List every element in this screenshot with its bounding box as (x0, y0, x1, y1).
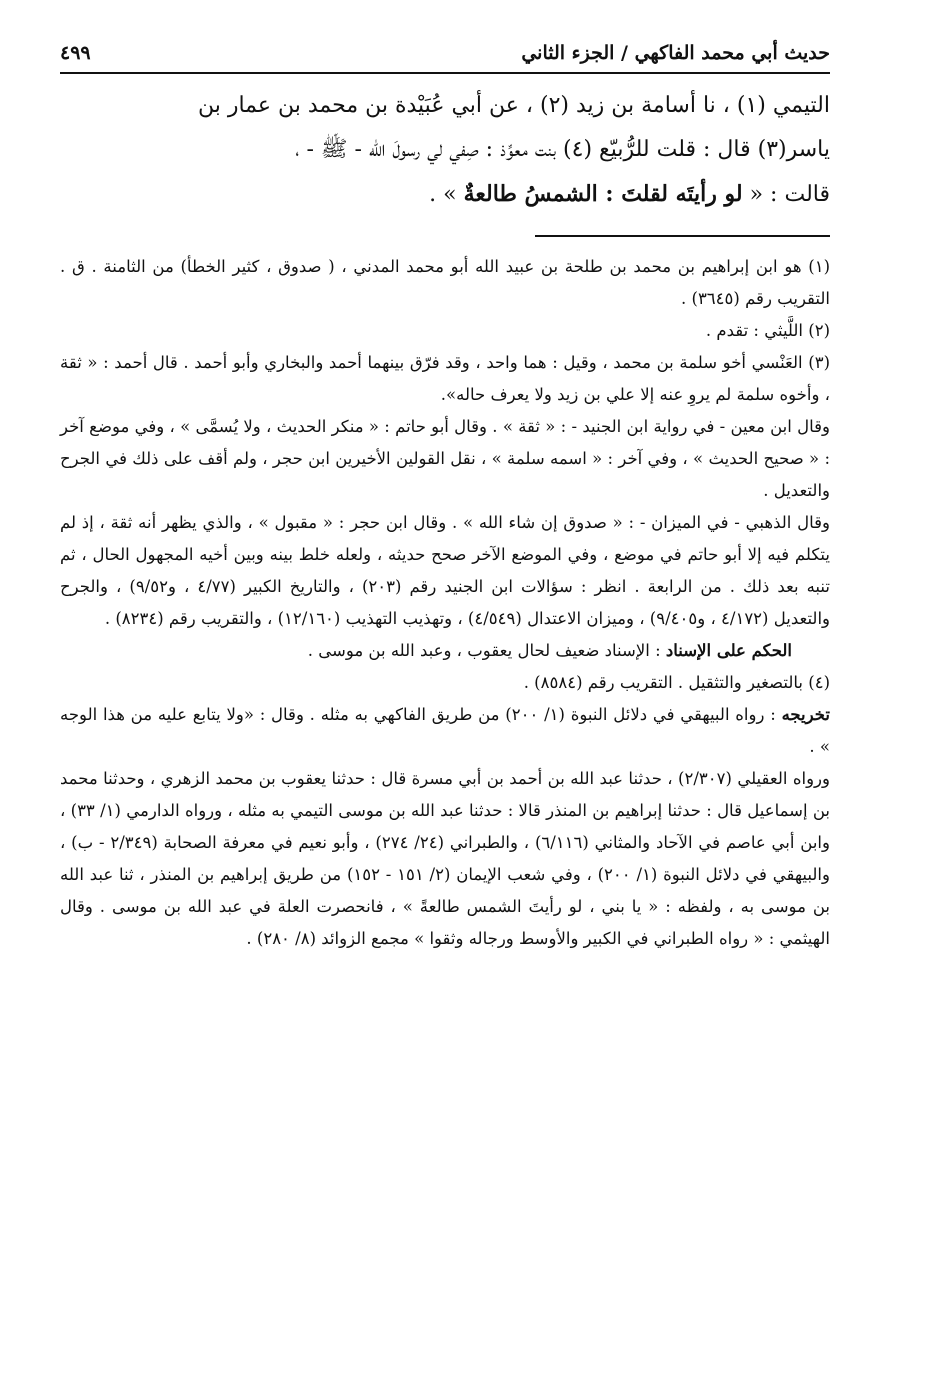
takhrij (60, 699, 830, 763)
main-line (60, 172, 830, 217)
main-line: التيمي (١) ، نا أسامة بن زيد (٢) ، عن أبي عُبَيْدة بن محمد بن عمار بن (197, 93, 830, 118)
main-line: ياسر(٣) قال : قلت للرُّبيّع (٤) بنت معوِّذ : صِفي لي رسولَ الله - ﷺ - ، (295, 137, 830, 162)
running-header (60, 28, 830, 74)
footnote-1: (١) هو ابن إبراهيم بن محمد بن طلحة بن عبيد الله أبو محمد المدني ، ( صدوق ، كثير الخطأ) من الثامنة . ق . التقريب رقم (٣٦٤٥) . (60, 257, 830, 308)
footnote-3-cont: وقال الذهبي - في الميزان - : « صدوق إن شاء الله » . وقال ابن حجر : « مقبول » ، والذي يظهر أنه ثقة ، إذ لم يتكلم فيه إلا أبو حاتم في موضع ، وفي الموضع الآخر صحح حديثه ، ولعله خلط بينه وبين أخيه المجهول الحال ، ثم تنبه بعد ذلك . من الرابعة . انظر : سؤالات ابن الجنيد رقم (٢٠٣) ، والتاريخ الكبير (٤/٧٧ ، و٩/٥٢) ، والجرح والتعديل (٤/١٧٢ ، و٩/٤٠٥) ، وميزان الاعتدال (٤/٥٤٩) ، وتهذيب التهذيب (١٢/١٦٠) ، والتقريب رقم (٨٢٣٤) . (60, 513, 830, 628)
takhrij-label: تخريجه (781, 705, 830, 724)
footnote-4: (٤) بالتصغير والتثقيل . التقريب رقم (٨٥٨٤) . (523, 673, 830, 692)
main-line-start: قالت : « (742, 182, 830, 207)
header-title: حديث أبي محمد الفاكهي / الجزء الثاني (521, 42, 830, 64)
hadith-quote: لو رأيتَه لقلتَ : الشمسُ طالعةٌ (463, 181, 743, 207)
takhrij-text: : رواه البيهقي في دلائل النبوة (١/ ٢٠٠) من طريق الفاكهي به مثله . وقال : «ولا يتابع عليه من هذا الوجه » . (60, 705, 830, 756)
footnote-2: (٢) اللَّيثي : تقدم . (705, 321, 830, 340)
main-line-end: » . (429, 182, 464, 207)
footnote-3: (٣) العَنْسي أخو سلمة بن محمد ، وقيل : هما واحد ، وقد فرّق بينهما أحمد والبخاري وأبو أحمد . قال أحمد : « ثقة ، وأخوه سلمة لم يروِ عنه إلا علي بن زيد ولا يعرف حاله». (60, 353, 830, 404)
isnad-ruling (60, 635, 830, 667)
isnad-ruling-text: : الإسناد ضعيف لحال يعقوب ، وعبد الله بن موسى . (307, 641, 666, 660)
page-number: ٤٩٩ (60, 42, 91, 64)
takhrij-cont: ورواه العقيلي (٢/٣٠٧) ، حدثنا عبد الله بن أحمد بن أبي مسرة قال : حدثنا يعقوب بن محمد الزهري ، وحدثنا محمد بن إسماعيل قال : حدثنا إبراهيم بن المنذر قالا : حدثنا عبد الله بن موسى التيمي به مثله ، ورواه الدارمي (١/ ٣٣) ، وابن أبي عاصم في الآحاد والمثاني (٦/١١٦) ، والطبراني (٢٤/ ٢٧٤) ، وأبو نعيم في معرفة الصحابة (٢/٣٤٩ - ب) ، والبيهقي في دلائل النبوة (١/ ٢٠٠) ، وفي شعب الإيمان (٢/ ١٥١ - ١٥٢) من طريق إبراهيم بن المنذر ، ثنا عبد الله بن موسى به ، ولفظه : « يا بني ، لو رأيتَ الشمس طالعةً » ، فانحصرت العلة في عبد الله بن موسى . وقال الهيثمي : « رواه الطبراني في الكبير والأوسط ورجاله وثقوا » مجمع الزوائد (٨/ ٢٨٠) . (60, 769, 830, 948)
document-page (60, 28, 830, 955)
footnote-separator (535, 235, 830, 237)
footnote-3-cont: وقال ابن معين - في رواية ابن الجنيد - : « ثقة » . وقال أبو حاتم : « منكر الحديث ، ولا يُسمَّى » ، وفي موضع آخر : « صحيح الحديث » ، وفي آخر : « اسمه سلمة » ، نقل القولين الأخيرين ابن حجر ، ولم أقف على ذلك في الجرح والتعديل . (60, 417, 830, 500)
main-text (60, 84, 830, 217)
isnad-ruling-label: الحكم على الإسناد (665, 641, 792, 660)
footnotes (60, 251, 830, 955)
